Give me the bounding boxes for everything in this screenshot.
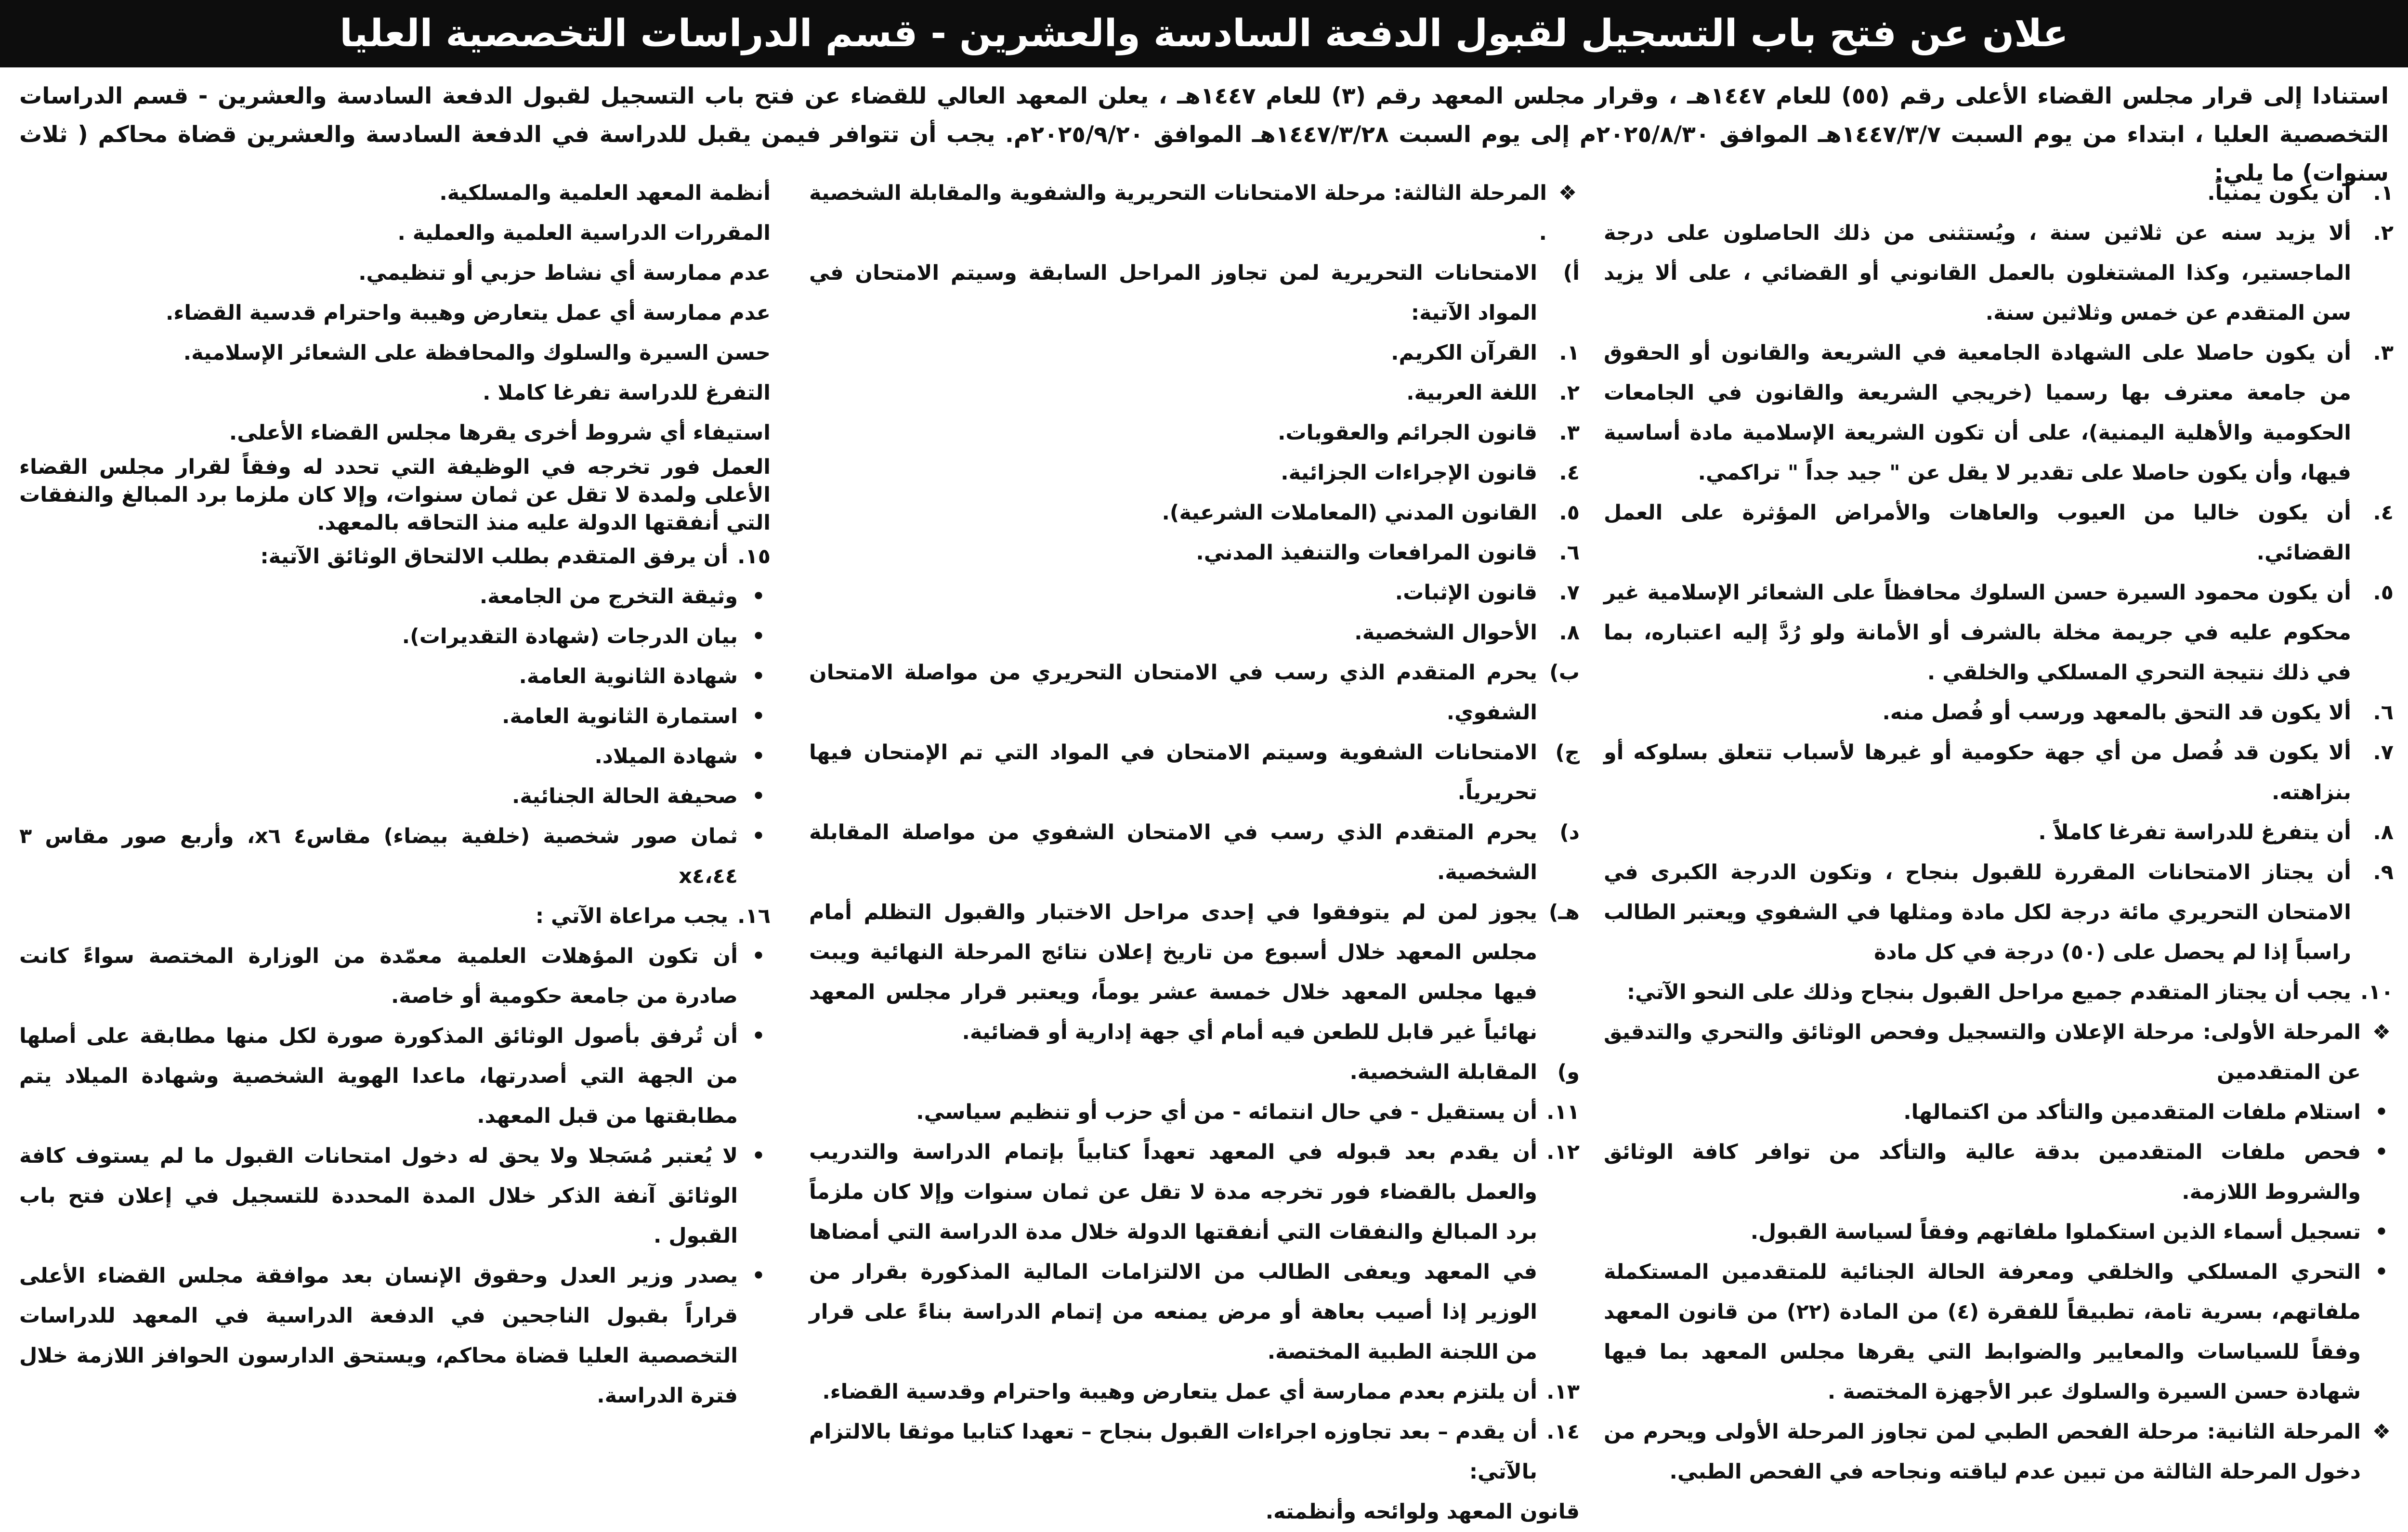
rule-item — [809, 813, 1580, 893]
exam-rules-list — [809, 653, 1580, 1092]
condition-item — [809, 1412, 1580, 1492]
bullet-icon: • — [2375, 1100, 2388, 1124]
diamond-icon: ❖ — [2372, 1020, 2391, 1044]
bullet-icon: • — [752, 824, 765, 848]
pledge-line: التفرغ للدراسة تفرغا كاملا . — [483, 381, 771, 405]
item-number: ٢. — [2373, 221, 2394, 245]
written-exams-item — [809, 253, 1580, 333]
subject-item — [809, 613, 1580, 653]
condition-item — [1604, 573, 2394, 693]
bullet-icon: • — [2375, 1140, 2388, 1164]
item-number: ٥. — [1559, 501, 1580, 525]
pledge-line: قانون المعهد ولوائحه وأنظمته. — [1265, 1500, 1580, 1524]
condition-item — [1604, 853, 2394, 973]
pledge-line: عدم ممارسة أي نشاط حزبي أو تنظيمي. — [358, 261, 771, 285]
item-number: ٨. — [1559, 621, 1580, 645]
item-text: الامتحانات الشفوية وسيتم الامتحان في المواد التي تم الإمتحان فيها تحريرياً. — [809, 740, 1537, 805]
list-item — [19, 657, 771, 697]
list-item-text: لا يُعتبر مُسَجلا ولا يحق له دخول امتحانات القبول ما لم يستوف كافة الوثائق آنفة الذكر خلال المدة المحددة للتسجيل في إعلان فتح باب القبول . — [19, 1144, 738, 1248]
item-number: ٦. — [2373, 701, 2394, 725]
item-number: ١٥. — [737, 545, 771, 569]
item-number: ٧. — [1559, 581, 1580, 605]
condition-item — [809, 1092, 1580, 1132]
item-number: ٤. — [2373, 501, 2394, 525]
list-item — [19, 577, 771, 617]
bullet-icon: • — [752, 1144, 765, 1168]
subject-item — [809, 413, 1580, 453]
item-text: أن يستقيل - في حال انتمائه - من أي حزب أو تنظيم سياسي. — [916, 1100, 1537, 1124]
item-text: اللغة العربية. — [1406, 381, 1537, 405]
item-text: يحرم المتقدم الذي رسب في الامتحان التحريري من مواصلة الامتحان الشفوي. — [809, 661, 1537, 725]
item-text: أن يلتزم بعدم ممارسة أي عمل يتعارض وهيبة واحترام وقدسية القضاء. — [822, 1380, 1537, 1404]
item-letter: د) — [1559, 820, 1580, 844]
list-item — [19, 1016, 771, 1136]
condition-item — [1604, 333, 2394, 493]
list-item — [1604, 1092, 2394, 1132]
list-item-text: استمارة الثانوية العامة. — [502, 704, 738, 728]
condition-item — [809, 1372, 1580, 1412]
item-text: أن يجتاز الامتحانات المقررة للقبول بنجاح ، وتكون الدرجة الكبرى في الامتحان التحريري مائة درجة لكل مادة ومثلها في الشفوي ويعتبر الطالب راسباً إذا لم يحصل على (٥٠) درجة في كل مادة — [1604, 860, 2351, 964]
phase-2-heading — [1604, 1412, 2394, 1492]
list-item — [1604, 1132, 2394, 1212]
item-text: أن يكون يمنياً. — [2207, 181, 2351, 205]
condition-item — [1604, 213, 2394, 333]
documents-list — [19, 577, 771, 896]
intro-paragraph: استنادا إلى قرار مجلس القضاء الأعلى رقم (٥٥) للعام ١٤٤٧هـ ، وقرار مجلس المعهد رقم (٣) للعام ١٤٤٧هـ ، يعلن المعهد العالي للقضاء عن فتح باب التسجيل لقبول الدفعة السادسة والعشرين - قسم الدراسات التخصصية العليا ، ابتداء من يوم السبت ١٤٤٧/٣/٧هـ الموافق ٢٠٢٥/٨/٣٠م إلى يوم السبت ١٤٤٧/٣/٢٨هـ الموافق ٢٠٢٥/٩/٢٠م. يجب أن تتوافر فيمن يقبل للدراسة في الدفعة السادسة والعشرين قضاة محاكم ( ثلاث سنوات) ما يلي: — [19, 83, 2389, 186]
item-number: ١٦. — [737, 904, 771, 928]
rule-item — [809, 1052, 1580, 1092]
item-text: الامتحانات التحريرية لمن تجاوز المراحل السابقة وسيتم الامتحان في المواد الآتية: — [809, 261, 1537, 325]
list-item — [19, 1136, 771, 1256]
pledge-line: عدم ممارسة أي عمل يتعارض وهيبة واحترام قدسية القضاء. — [166, 301, 771, 325]
list-item-text: يصدر وزير العدل وحقوق الإنسان بعد موافقة مجلس القضاء الأعلى قراراً بقبول الناجحين في الدفعة الدراسية في المعهد للدراسات التخصصية العليا قضاة محاكم، ويستحق الدارسون الحوافز اللازمة خلال فترة الدراسة. — [19, 1264, 738, 1408]
subject-item — [809, 533, 1580, 573]
item-text: أن يقدم – بعد تجاوزه اجراءات القبول بنجاح – تعهدا كتابيا موثقا بالالتزام بالآتي: — [809, 1420, 1537, 1484]
condition-item — [1604, 693, 2394, 733]
item-text: الأحوال الشخصية. — [1354, 621, 1537, 645]
diamond-icon: ❖ — [1558, 181, 1577, 205]
announcement-title: علان عن فتح باب التسجيل لقبول الدفعة السادسة والعشرين - قسم الدراسات التخصصية العليا — [0, 0, 2408, 67]
condition-item — [1604, 973, 2394, 1013]
item-number: ٦. — [1559, 541, 1580, 565]
list-item-text: استلام ملفات المتقدمين والتأكد من اكتمالها. — [1903, 1100, 2361, 1124]
list-item — [19, 817, 771, 896]
condition-item — [19, 896, 771, 936]
bullet-icon: • — [752, 1264, 765, 1288]
item-number: ٨. — [2373, 820, 2394, 844]
item-text: ألا يكون قد التحق بالمعهد ورسب أو فُصل منه. — [1882, 701, 2351, 725]
item-number: ٧. — [2373, 740, 2394, 765]
item-number: ٢. — [1559, 381, 1580, 405]
conditions-list-1 — [1604, 173, 2394, 1013]
subject-item — [809, 333, 1580, 373]
bullet-icon: • — [752, 664, 765, 688]
subject-item — [809, 573, 1580, 613]
item-text: أن يرفق المتقدم بطلب الالتحاق الوثائق الآتية: — [260, 545, 728, 569]
item-text: يجب أن يجتاز المتقدم جميع مراحل القبول بنجاح وذلك على النحو الآتي: — [1626, 980, 2351, 1004]
list-item-text: شهادة الثانوية العامة. — [519, 664, 738, 688]
item-text: قانون الجرائم والعقوبات. — [1278, 421, 1537, 445]
rule-item — [809, 733, 1580, 813]
exam-subjects-list — [809, 333, 1580, 653]
column-left — [19, 173, 771, 1408]
list-item-text: تسجيل أسماء الذين استكملوا ملفاتهم وفقاً لسياسة القبول. — [1750, 1220, 2361, 1244]
pledge-line: العمل فور تخرجه في الوظيفة التي تحدد له وفقاً لقرار مجلس القضاء الأعلى ولمدة لا تقل عن ثمان سنوات، وإلا كان ملزما برد المبالغ والنفقات التي أنفقتها الدولة عليه منذ التحاقه بالمعهد. — [19, 455, 771, 535]
list-item-text: ثمان صور شخصية (خلفية بيضاء) مقاس٤ x٦، وأربع صور مقاس ٣ x٤،٤٤ — [19, 824, 738, 888]
item-number: ١٤. — [1546, 1420, 1580, 1444]
item-text: أن يتفرغ للدراسة تفرغا كاملاً . — [2038, 820, 2351, 844]
list-item — [19, 737, 771, 777]
item-letter: ب) — [1549, 661, 1580, 685]
item-number: ١١. — [1546, 1100, 1580, 1124]
condition-item — [1604, 813, 2394, 853]
phase-3-text: المرحلة الثالثة: مرحلة الامتحانات التحريرية والشفوية والمقابلة الشخصية . — [809, 181, 1547, 245]
bullet-icon: • — [752, 584, 765, 609]
list-item — [1604, 1252, 2394, 1412]
item-number: ٥. — [2373, 581, 2394, 605]
list-item-text: وثيقة التخرج من الجامعة. — [479, 584, 738, 609]
column-middle — [809, 173, 1580, 1524]
list-item-text: التحري المسلكي والخلقي ومعرفة الحالة الجنائية للمتقدمين المستكملة ملفاتهم، بسرية تامة، تطبيقاً للفقرة (٤) من المادة (٢٢) من قانون المعهد وفقاً للسياسات والمعايير والضوابط التي يقرها مجلس المعهد بما فيها شهادة حسن السيرة والسلوك عبر الأجهزة المختصة . — [1604, 1260, 2361, 1404]
item-text: أن يكون محمود السيرة حسن السلوك محافظاً على الشعائر الإسلامية غير محكوم عليه في جريمة مخلة بالشرف أو الأمانة ولو رُدَّ إليه اعتباره، بما في ذلك نتيجة التحري المسلكي والخلقي . — [1604, 581, 2351, 685]
condition-item — [1604, 173, 2394, 213]
item-text: قانون الإثبات. — [1395, 581, 1537, 605]
item-text: يحرم المتقدم الذي رسب في الامتحان الشفوي من مواصلة المقابلة الشخصية. — [809, 820, 1537, 884]
list-item — [19, 1256, 771, 1416]
bullet-icon: • — [2375, 1220, 2388, 1244]
item-letter: هـ) — [1548, 900, 1580, 924]
item-text: قانون الإجراءات الجزائية. — [1281, 461, 1537, 485]
bullet-icon: • — [752, 784, 765, 808]
condition-item — [809, 1132, 1580, 1372]
list-item-text: بيان الدرجات (شهادة التقديرات). — [402, 624, 738, 649]
bullet-icon: • — [752, 1024, 765, 1048]
item-text: أن يكون حاصلا على الشهادة الجامعية في الشريعة والقانون أو الحقوق من جامعة معترف بها رسميا (خريجي الشريعة والقانون في الجامعات الحكومية والأهلية اليمنية)، على أن تكون الشريعة الإسلامية مادة أساسية فيها، وأن يكون حاصلا على تقدير لا يقل عن " جيد جداً " تراكمي. — [1604, 341, 2351, 485]
rule-item — [809, 893, 1580, 1052]
item-number: ٤. — [1559, 461, 1580, 485]
list-item-text: أن تُرفق بأصول الوثائق المذكورة صورة لكل منها مطابقة على أصلها من الجهة التي أصدرتها، ماعدا الهوية الشخصية وشهادة الميلاد يتم مطابقتها من قبل المعهد. — [19, 1024, 738, 1128]
item-text: يجب مراعاة الآتي : — [535, 904, 728, 928]
item-text: ألا يزيد سنه عن ثلاثين سنة ، ويُستثنى من ذلك الحاصلون على درجة الماجستير، وكذا المشتغلون بالعمل القانوني أو القضائي ، على ألا يزيد سن المتقدم عن خمس وثلاثين سنة. — [1604, 221, 2351, 325]
subject-item — [809, 453, 1580, 493]
phase-1-text: المرحلة الأولى: مرحلة الإعلان والتسجيل وفحص الوثائق والتحري والتدقيق عن المتقدمين — [1604, 1020, 2361, 1084]
item-letter: ج) — [1555, 740, 1580, 765]
list-item-text: أن تكون المؤهلات العلمية معمّدة من الوزارة المختصة سواءً كانت صادرة من جامعة حكومية أو خاصة. — [19, 944, 738, 1008]
pledge-line: استيفاء أي شروط أخرى يقرها مجلس القضاء الأعلى. — [229, 421, 771, 445]
list-item — [19, 617, 771, 657]
pledge-line: المقررات الدراسية العلمية والعملية . — [397, 221, 771, 245]
item-number: ١. — [1559, 341, 1580, 365]
pledge-line: حسن السيرة والسلوك والمحافظة على الشعائر الإسلامية. — [183, 341, 771, 365]
phase-1-bullets — [1604, 1092, 2394, 1412]
item-text: ألا يكون قد فُصل من أي جهة حكومية أو غيرها لأسباب تتعلق بسلوكه أو بنزاهته. — [1604, 740, 2351, 805]
item-number: ١٠. — [2360, 980, 2394, 1004]
column-right — [1604, 173, 2394, 1484]
item-text: قانون المرافعات والتنفيذ المدني. — [1196, 541, 1537, 565]
bullet-icon: • — [752, 944, 765, 968]
pledge-line: أنظمة المعهد العلمية والمسلكية. — [439, 181, 771, 205]
item-text: يجوز لمن لم يتوفقوا في إحدى مراحل الاختبار والقبول التظلم أمام مجلس المعهد خلال أسبوع من تاريخ إعلان نتائج المرحلة النهائية ويبت فيها مجلس المعهد خلال خمسة عشر يوماً، ويعتبر قرار مجلس المعهد نهائياً غير قابل للطعن فيه أمام أي جهة إدارية أو قضائية. — [809, 900, 1537, 1044]
list-item-text: شهادة الميلاد. — [594, 744, 738, 768]
phase-1-heading — [1604, 1013, 2394, 1092]
item-number: ٣. — [2373, 341, 2394, 365]
item-number: ١. — [2373, 181, 2394, 205]
item-text: القرآن الكريم. — [1391, 341, 1537, 365]
subject-item — [809, 373, 1580, 413]
item-text: أن يكون خاليا من العيوب والعاهات والأمراض المؤثرة على العمل القضائي. — [1604, 501, 2351, 565]
item-letter: أ) — [1563, 261, 1580, 285]
item-text: المقابلة الشخصية. — [1349, 1060, 1537, 1084]
subject-item — [809, 493, 1580, 533]
condition-item — [19, 537, 771, 577]
notes-list — [19, 936, 771, 1416]
item-text: أن يقدم بعد قبوله في المعهد تعهداً كتابياً بإتمام الدراسة والتدريب والعمل بالقضاء فور تخرجه مدة لا تقل عن ثمان سنوات وإلا كان ملزماً برد المبالغ والنفقات التي أنفقتها الدولة خلال مدة الدراسة التي أمضاها في المعهد ويعفى الطالب من الالتزامات المالية المذكورة بقرار من الوزير إذا أصيب بعاهة أو مرض يمنعه من إتمام الدراسة بناءً على قرار من اللجنة الطبية المختصة. — [809, 1140, 1537, 1364]
bullet-icon: • — [752, 704, 765, 728]
item-text: القانون المدني (المعاملات الشرعية). — [1162, 501, 1537, 525]
item-number: ١٣. — [1546, 1380, 1580, 1404]
list-item — [19, 936, 771, 1016]
bullet-icon: • — [2375, 1260, 2388, 1284]
list-item-text: فحص ملفات المتقدمين بدقة عالية والتأكد من توافر كافة الوثائق والشروط اللازمة. — [1604, 1140, 2361, 1204]
condition-item — [1604, 493, 2394, 573]
phase-2-text: المرحلة الثانية: مرحلة الفحص الطبي لمن تجاوز المرحلة الأولى ويحرم من دخول المرحلة الثالثة من تبين عدم لياقته ونجاحه في الفحص الطبي. — [1604, 1420, 2361, 1484]
item-number: ٩. — [2373, 860, 2394, 884]
item-number: ٣. — [1559, 421, 1580, 445]
rule-item — [809, 653, 1580, 733]
list-item-text: صحيفة الحالة الجنائية. — [512, 784, 738, 808]
bullet-icon: • — [752, 744, 765, 768]
diamond-icon: ❖ — [2372, 1420, 2391, 1444]
list-item — [19, 697, 771, 737]
bullet-icon: • — [752, 624, 765, 649]
list-item — [19, 777, 771, 817]
phase-3-heading — [809, 173, 1580, 253]
item-number: ١٢. — [1546, 1140, 1580, 1164]
condition-item — [1604, 733, 2394, 813]
list-item — [1604, 1212, 2394, 1252]
item-letter: و) — [1557, 1060, 1580, 1084]
conditions-list-2 — [809, 1092, 1580, 1492]
